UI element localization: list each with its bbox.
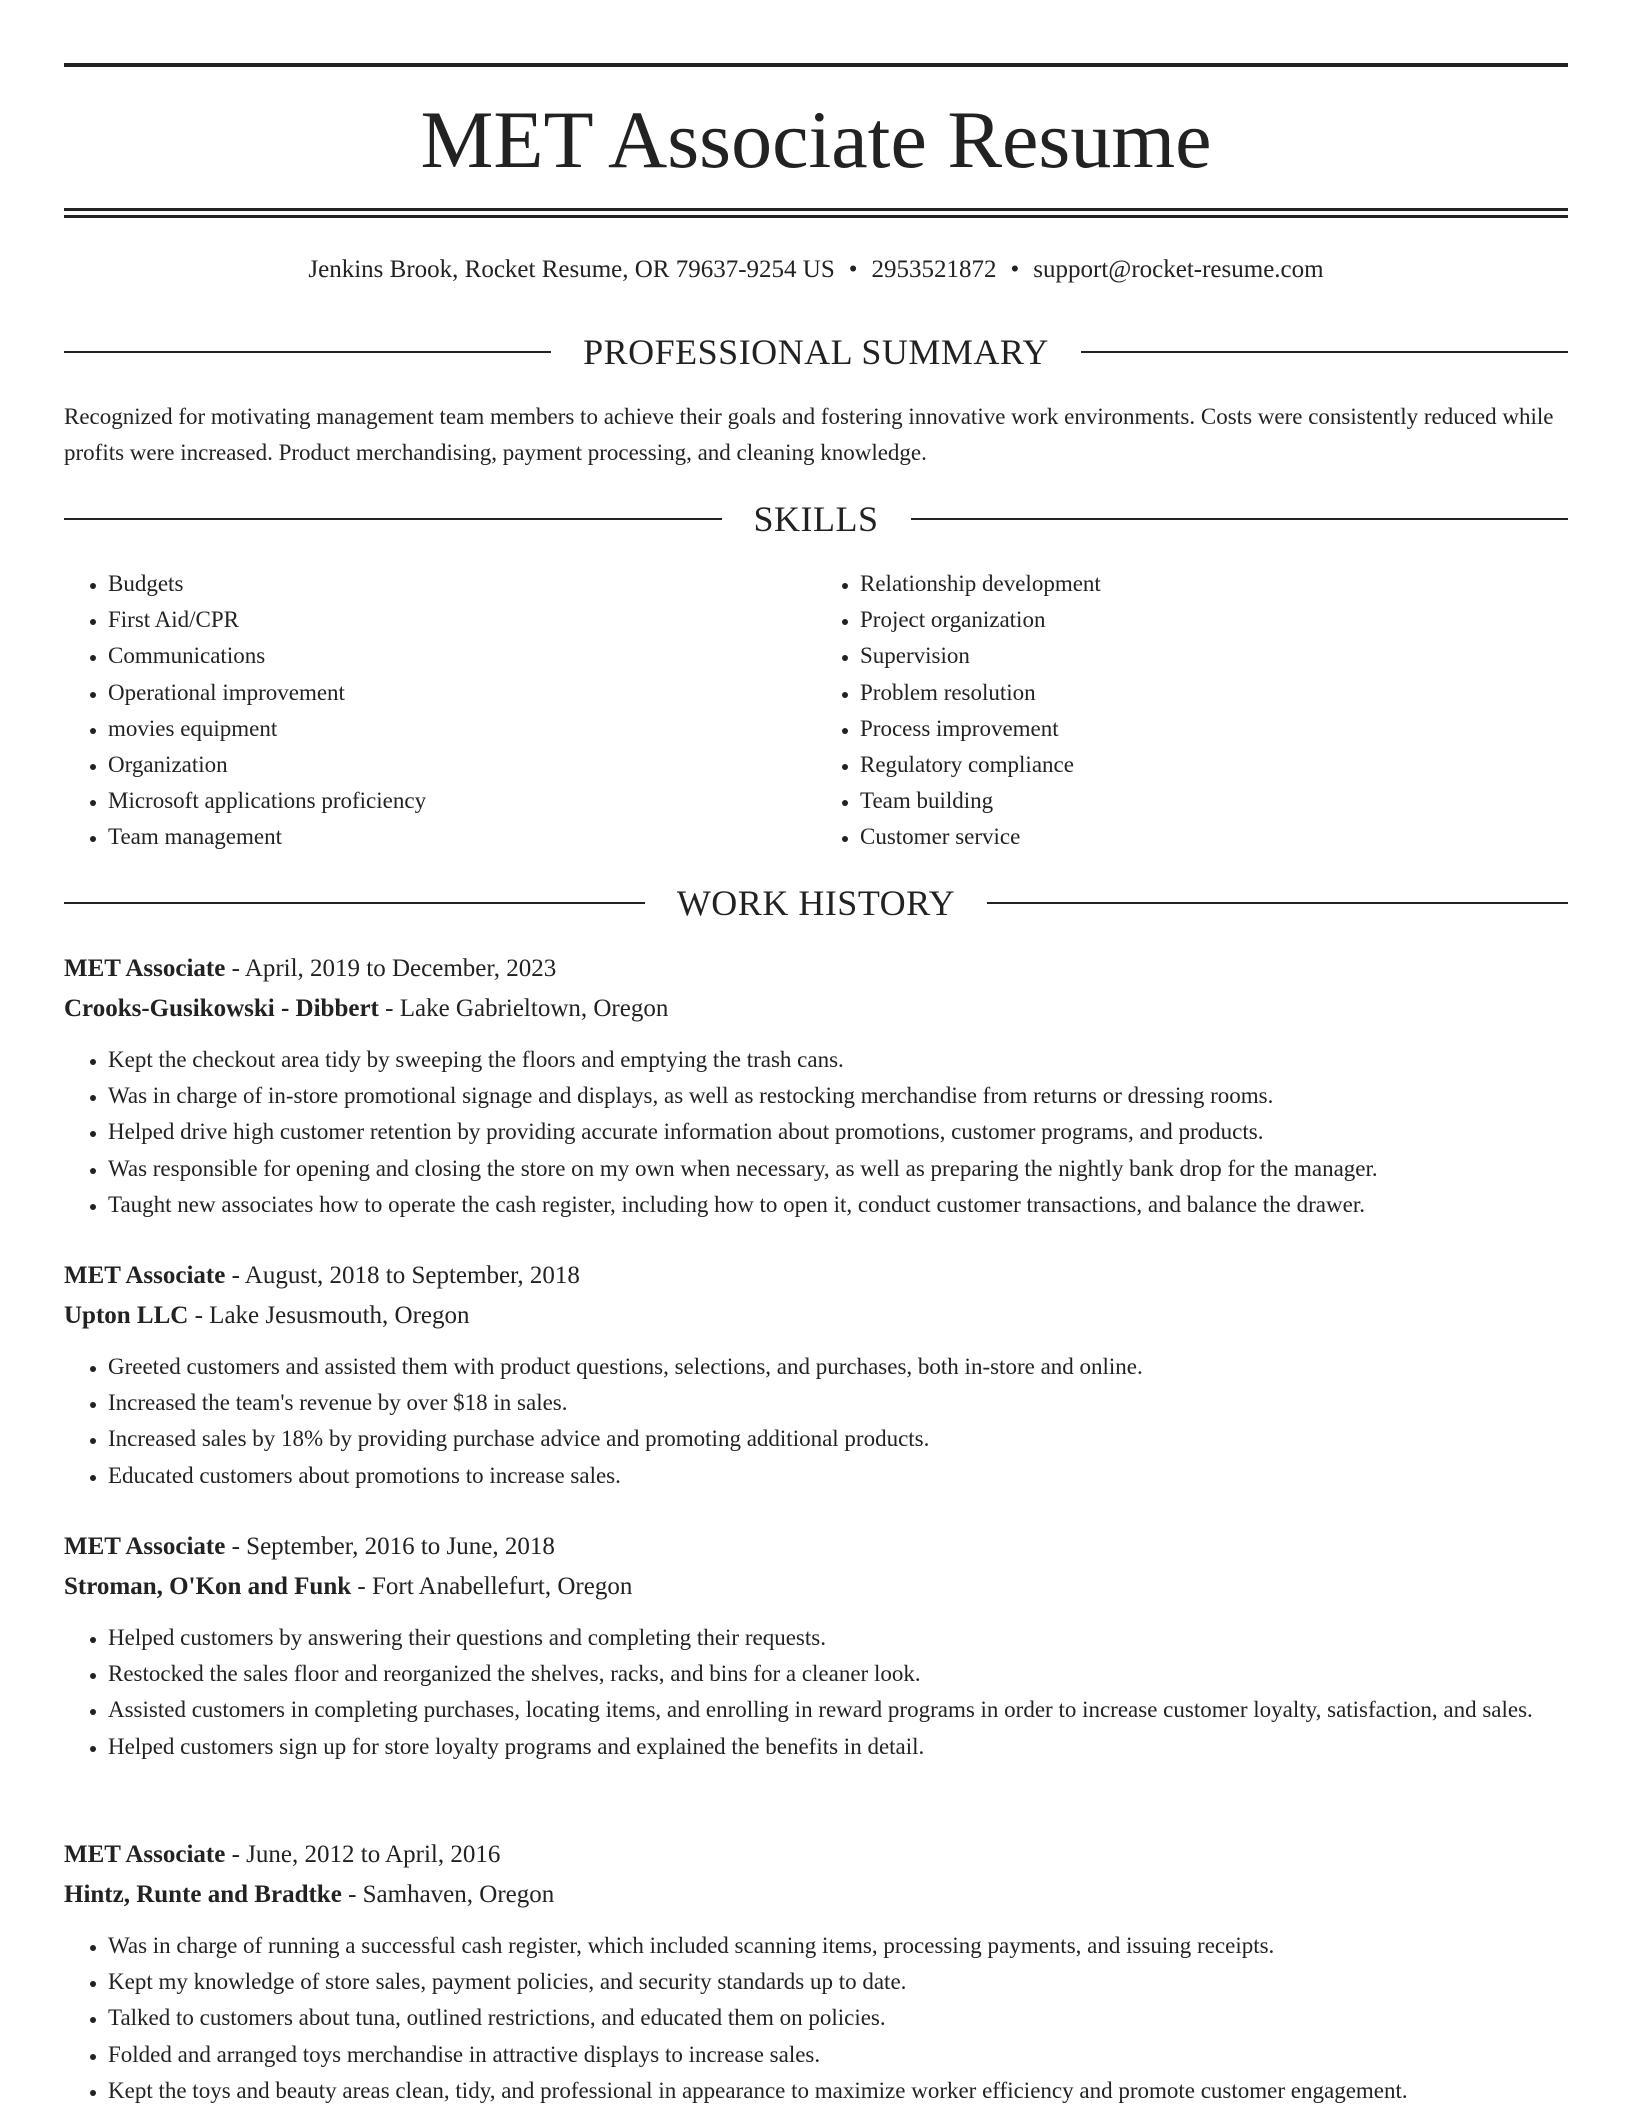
skill-item: • Team management (108, 819, 816, 855)
job-bullets (64, 1620, 1568, 1765)
job-bullet: • Helped customers sign up for store loyalty programs and explained the benefits in detail. (108, 1729, 1568, 1765)
job-bullet: • Folded and arranged toys merchandise in attractive displays to increase sales. (108, 2037, 1568, 2073)
job-location: - Samhaven, Oregon (348, 1881, 555, 1908)
contact-phone: 2953521872 (871, 256, 997, 283)
job-bullet: • Helped drive high customer retention by providing accurate information about promotions, customer programs, and products. (108, 1114, 1568, 1150)
job-bullet: • Assisted customers in completing purchases, locating items, and enrolling in reward programs in order to increase customer loyalty, satisfaction, and sales. (108, 1692, 1568, 1728)
heading-rule (64, 902, 645, 904)
top-rule (64, 63, 1568, 67)
summary-heading (64, 330, 1568, 374)
skills-list (64, 566, 1568, 856)
skill-item: • Customer service (860, 819, 1568, 855)
job-title: MET Associate (64, 955, 226, 982)
job-company: Upton LLC (64, 1302, 189, 1329)
job-bullet: • Greeted customers and assisted them with product questions, selections, and purchases, both in-store and online. (108, 1349, 1568, 1385)
job-location: - Fort Anabellefurt, Oregon (357, 1573, 633, 1600)
heading-rule (64, 518, 722, 520)
job-company-line (64, 1299, 1568, 1333)
job-bullets (64, 1928, 1568, 2109)
skills-column-right (816, 566, 1568, 856)
job-company-line (64, 1570, 1568, 1604)
job-bullet: • Increased sales by 18% by providing purchase advice and promoting additional products. (108, 1421, 1568, 1457)
skill-item: • Project organization (860, 602, 1568, 638)
skill-item: • movies equipment (108, 711, 816, 747)
skill-item: • Supervision (860, 638, 1568, 674)
skills-column-left (64, 566, 816, 856)
job-bullet: • Increased the team's revenue by over $18 in sales. (108, 1385, 1568, 1421)
job-location: - Lake Gabrieltown, Oregon (385, 995, 669, 1022)
job-entry (64, 952, 1568, 1223)
job-bullet: • Helped customers by answering their questions and completing their requests. (108, 1620, 1568, 1656)
job-company: Hintz, Runte and Bradtke (64, 1881, 342, 1908)
contact-line (64, 254, 1568, 286)
resume-title: MET Associate Resume (420, 94, 1212, 185)
job-dates: - June, 2012 to April, 2016 (231, 1841, 501, 1868)
job-bullet: • Kept my knowledge of store sales, payment policies, and security standards up to date. (108, 1964, 1568, 2000)
job-bullet: • Educated customers about promotions to increase sales. (108, 1458, 1568, 1494)
job-company: Crooks-Gusikowski - Dibbert (64, 995, 379, 1022)
job-bullet: • Taught new associates how to operate the cash register, including how to open it, conduct customer transactions, and balance the drawer. (108, 1187, 1568, 1223)
contact-separator: • (848, 256, 858, 283)
job-entry (64, 1838, 1568, 2109)
section-title: PROFESSIONAL SUMMARY (583, 332, 1049, 372)
skill-item: • Microsoft applications proficiency (108, 783, 816, 819)
job-bullet: • Was in charge of in-store promotional signage and displays, as well as restocking merchandise from returns or dressing rooms. (108, 1078, 1568, 1114)
skill-item: • Organization (108, 747, 816, 783)
skill-item: • Regulatory compliance (860, 747, 1568, 783)
job-bullet: • Kept the toys and beauty areas clean, tidy, and professional in appearance to maximize worker efficiency and promote customer engagement. (108, 2073, 1568, 2109)
job-company-line (64, 992, 1568, 1026)
job-dates: - April, 2019 to December, 2023 (231, 955, 557, 982)
skill-item: • Relationship development (860, 566, 1568, 602)
job-title-line (64, 1838, 1568, 1872)
skill-item: • Problem resolution (860, 675, 1568, 711)
job-dates: - September, 2016 to June, 2018 (231, 1533, 555, 1560)
job-company-line (64, 1878, 1568, 1912)
contact-address: Jenkins Brook, Rocket Resume, OR 79637-9254 US (308, 256, 835, 283)
skills-heading (64, 497, 1568, 541)
section-title: SKILLS (753, 499, 879, 539)
skill-item: • Budgets (108, 566, 816, 602)
heading-rule (64, 351, 551, 353)
job-title: MET Associate (64, 1262, 226, 1289)
job-bullet: • Restocked the sales floor and reorganized the shelves, racks, and bins for a cleaner look. (108, 1656, 1568, 1692)
heading-rule (987, 902, 1568, 904)
job-location: - Lake Jesusmouth, Oregon (194, 1302, 470, 1329)
job-title-line (64, 1259, 1568, 1293)
job-title-line (64, 952, 1568, 986)
job-bullet: • Was in charge of running a successful cash register, which included scanning items, processing payments, and issuing receipts. (108, 1928, 1568, 1964)
summary-text: Recognized for motivating management team members to achieve their goals and fostering innovative work environments. Costs were consistently reduced while profits were increased. Product merchandising, payment processing, and cleaning knowledge. (64, 404, 1554, 465)
skill-item: • Communications (108, 638, 816, 674)
job-bullets (64, 1349, 1568, 1494)
job-title-line (64, 1530, 1568, 1564)
job-entry (64, 1259, 1568, 1494)
job-bullets (64, 1042, 1568, 1223)
heading-rule (911, 518, 1569, 520)
work-history-heading (64, 881, 1568, 925)
contact-email: support@rocket-resume.com (1033, 256, 1324, 283)
skill-item: • Operational improvement (108, 675, 816, 711)
job-bullet: • Was responsible for opening and closing the store on my own when necessary, as well as preparing the nightly bank drop for the manager. (108, 1151, 1568, 1187)
job-title: MET Associate (64, 1533, 226, 1560)
job-bullet: • Talked to customers about tuna, outlined restrictions, and educated them on policies. (108, 2000, 1568, 2036)
job-dates: - August, 2018 to September, 2018 (231, 1262, 580, 1289)
title-double-rule (64, 208, 1568, 218)
skill-item: • Process improvement (860, 711, 1568, 747)
skill-item: • Team building (860, 783, 1568, 819)
section-title: WORK HISTORY (676, 883, 956, 923)
heading-rule (1081, 351, 1568, 353)
job-title: MET Associate (64, 1841, 226, 1868)
contact-separator: • (1010, 256, 1020, 283)
job-bullet: • Kept the checkout area tidy by sweeping the floors and emptying the trash cans. (108, 1042, 1568, 1078)
job-company: Stroman, O'Kon and Funk (64, 1573, 352, 1600)
skill-item: • First Aid/CPR (108, 602, 816, 638)
job-entry (64, 1530, 1568, 1765)
